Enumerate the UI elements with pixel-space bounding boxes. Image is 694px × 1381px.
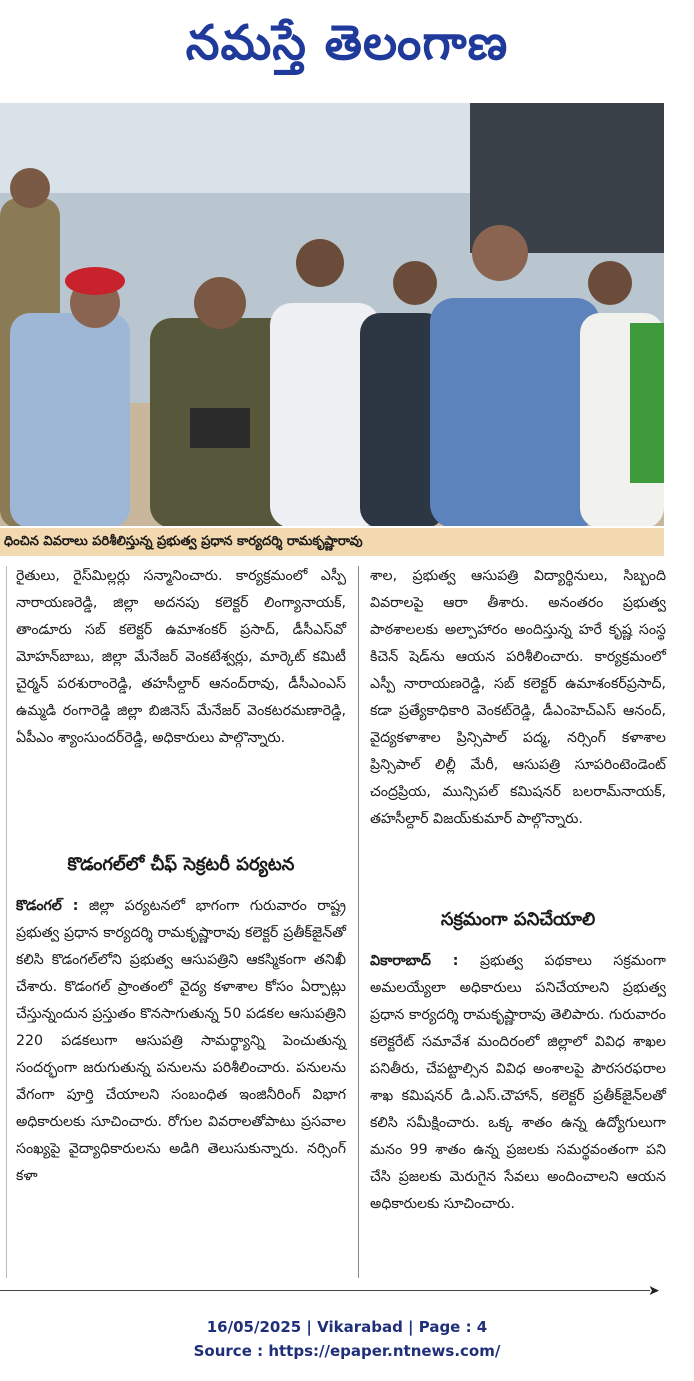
article-column-2-top — [370, 563, 666, 833]
column-divider — [358, 566, 359, 1278]
left-column-rule — [6, 566, 7, 1278]
photo-caption: ధించిన వివరాలు పరిశీలిస్తున్న ప్రభుత్వ ప్రధాన కార్యదర్శి రామకృష్ణారావు — [0, 528, 664, 556]
article-paragraph — [16, 893, 346, 1190]
article-paragraph: రైతులు, రైస్‌మిల్లర్లు సన్మానించారు. కార్యక్రమంలో ఎస్పీ నారాయణరెడ్డి, జిల్లా అదనపు కలెక్టర్ లింగ్యానాయక్, తాండూరు సబ్ కలెక్టర్ ఉమాశంకర్ ప్రసాద్, డీసీఎస్‌వో మోహన్‌బాబు, జిల్లా మేనేజర్ వెంకటేశ్వర్లు, మార్కెట్ కమిటీ చైర్మన్ పరశురాంరెడ్డి, తహసీల్దార్ ఆనంద్‌రావు, డీసీఎంఎస్ ఉమ్మడి రంగారెడ్డి జిల్లా బిజినెస్ మేనేజర్ వెంకటరమణారెడ్డి, ఏపీఎం శ్యాంసుందర్‌రెడ్డి, అధికారులు పాల్గొన్నారు. — [16, 568, 346, 746]
continue-arrow-icon: ➤ — [648, 1283, 660, 1299]
article-paragraph: శాల, ప్రభుత్వ ఆసుపత్రి విద్యార్థినులు, సిబ్బంది వివరాలపై ఆరా తీశారు. అనంతరం ప్రభుత్వ పాఠశాలలకు అల్పాహారం అందిస్తున్న హరే కృష్ణ సంస్థ కిచెన్ షెడ్‌ను ఆయన పరిశీలించారు. కార్యక్రమంలో ఎస్పీ నారాయణరెడ్డి, సబ్ కలెక్టర్ ఉమాశంకర్‌ప్రసాద్, కడా ప్రత్యేకాధికారి వెంకట్‌రెడ్డి, డీఎంహెచ్‌ఎస్ ఆనంద్, వైద్యకళాశాల ప్రిన్సిపాల్ పద్మ, నర్సింగ్ కళాశాల ప్రిన్సిపాల్ లిల్లీ మేరీ, ఆసుపత్రి సూపరింటెండెంట్ చంద్రప్రియ, మున్సిపల్ కమిషనర్ బలరామ్‌నాయక్, తహసీల్దార్ విజయ్‌కుమార్ పాల్గొన్నారు. — [370, 568, 666, 827]
article-text: జిల్లా పర్యటనలో భాగంగా గురువారం రాష్ట్ర ప్రభుత్వ ప్రధాన కార్యదర్శి రామకృష్ణారావు కలెక్టర్ ప్రతీక్‌జైన్‌తో కలిసి కొడంగల్‌లోని ప్రభుత్వ ఆసుపత్రిని ఆకస్మికంగా తనిఖీ చేశారు. కొడంగల్ ప్రాంతంలో వైద్య కళాశాల కోసం ఏర్పాట్లు చేస్తున్నందున ప్రస్తుతం కొనసాగుతున్న 50 పడకల ఆసుపత్రిని 220 పడకలుగా ఆసుపత్రి సామర్థ్యాన్ని పెంచుతున్న సందర్భంగా జరుగుతున్న పనులను పరిశీలించారు. పనులను వేగంగా పూర్తి చేయాలని సంబంధిత ఇంజినీరింగ్ విభాగ అధికారులకు సూచించారు. రోగుల వివరాలతోపాటు ప్రసవాల సంఖ్యపై వైద్యాధికారులను అడిగి తెలుసుకున్నారు. నర్సింగ్ కళా — [16, 898, 346, 1184]
article-column-1-body — [16, 893, 346, 1190]
article-paragraph — [370, 948, 666, 1218]
article-text: ప్రభుత్వ పథకాలు సక్రమంగా అమలయ్యేలా అధికారులు పనిచేయాలని ప్రభుత్వ ప్రధాన కార్యదర్శి రామకృష్ణారావు తెలిపారు. గురువారం కలెక్టరేట్ సమావేశ మందిరంలో జిల్లాలో వివిధ శాఖల పనితీరు, చేపట్టాల్సిన వివిధ అంశాలపై పౌరసరఫరాల శాఖ కమిషనర్ డి.ఎస్.చౌహాన్, కలెక్టర్ ప్రతీక్‌జైన్‌లతో కలిసి సమీక్షించారు. ఒక్క శాతం ఉన్న ఉద్యోగులుగా మనం 99 శాతం ఉన్న ప్రజలకు సమర్థవంతంగా పని చేసి ప్రజలకు మెరుగైన సేవలు అందించాలని ఆయన అధికారులకు సూచించారు. — [370, 953, 666, 1212]
subheading-work-properly: సక్రమంగా పనిచేయాలి — [440, 909, 596, 930]
subheading-kodangal: కొడంగల్‌లో చీఫ్ సెక్రటరీ పర్యటన — [67, 854, 295, 875]
dateline: వికారాబాద్ : — [370, 953, 459, 969]
dateline: కొడంగల్ : — [16, 898, 79, 914]
article-column-2-body — [370, 948, 666, 1218]
source-link[interactable]: Source : https://epaper.ntnews.com/ — [193, 1342, 501, 1360]
newspaper-masthead: నమస్తే తెలంగాణ — [185, 15, 509, 71]
footer-rule — [0, 1290, 650, 1291]
news-photo — [0, 103, 664, 526]
article-column-1-top — [16, 563, 346, 752]
news-photo-image — [0, 103, 664, 526]
edition-info: 16/05/2025 | Vikarabad | Page : 4 — [206, 1318, 488, 1336]
